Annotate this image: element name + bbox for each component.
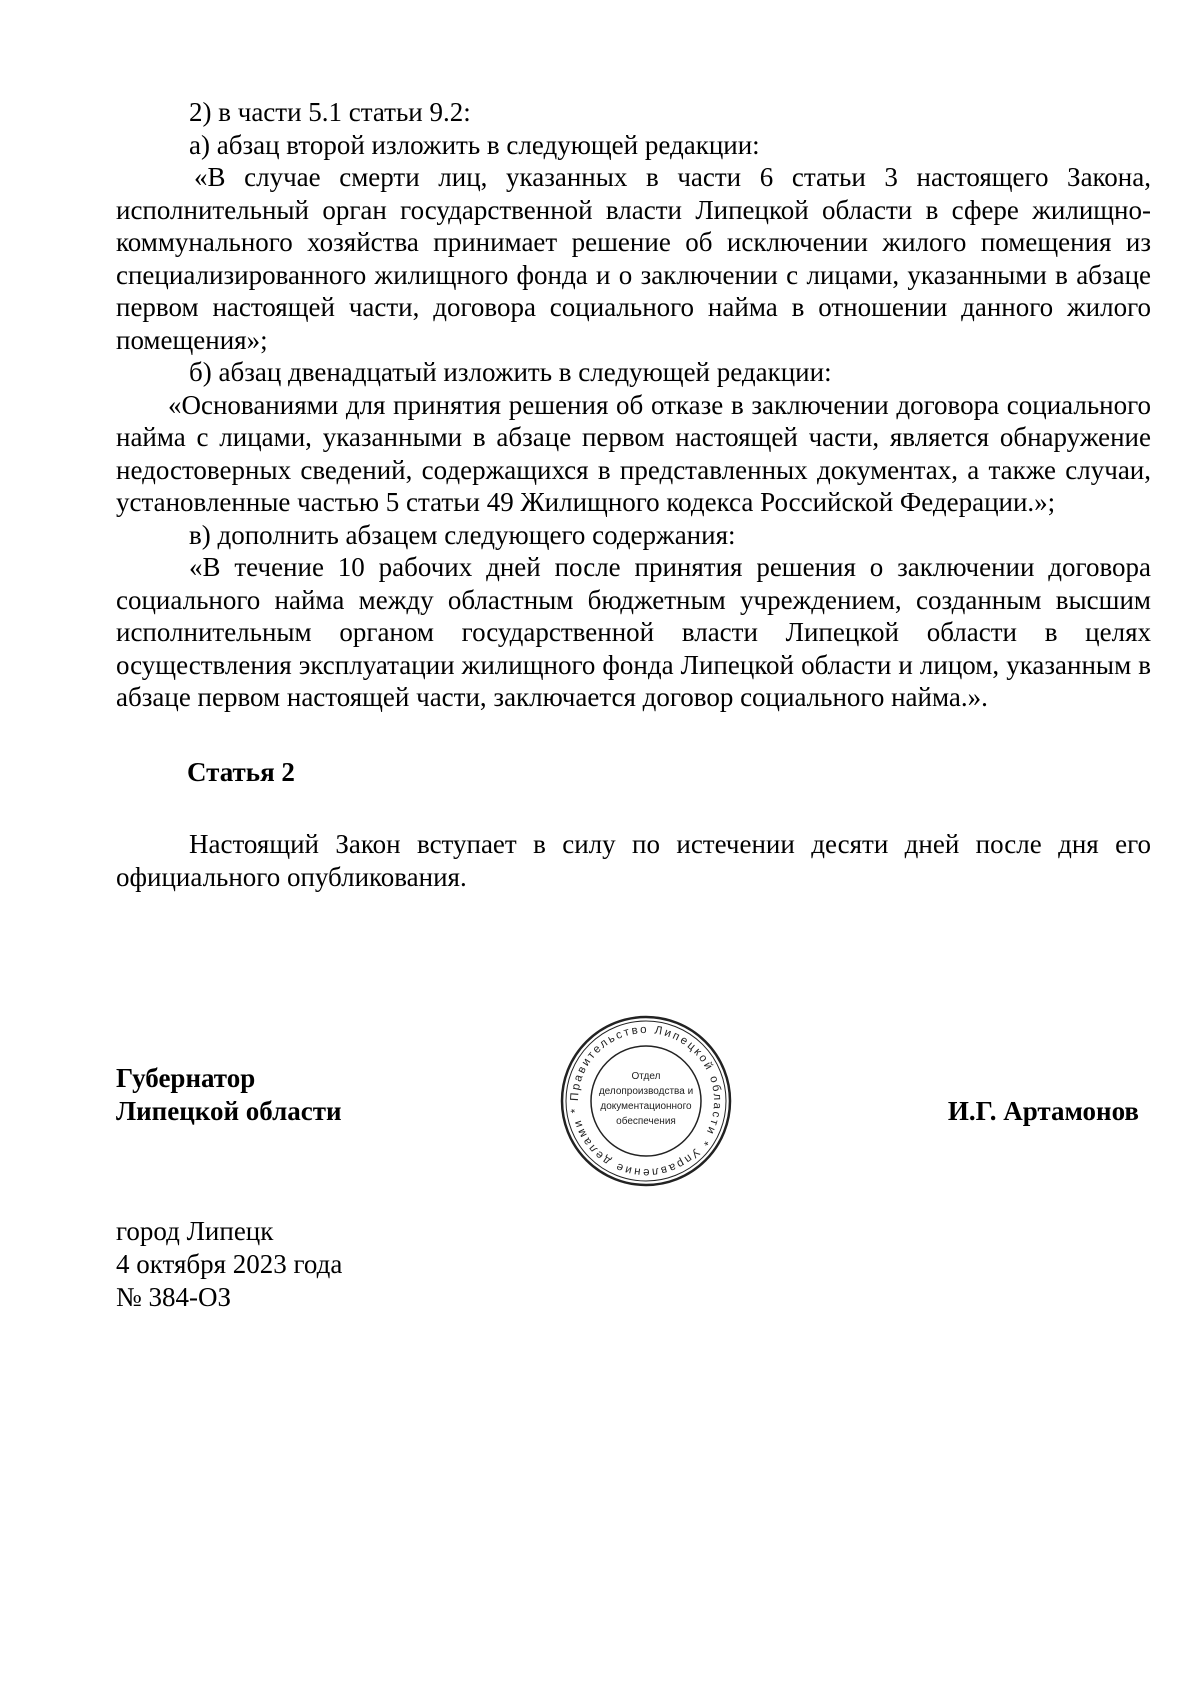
seal-inner-line3: документационного	[600, 1101, 692, 1112]
paragraph-quote-c: «В течение 10 рабочих дней после принятия решения о заключении договора социального найма между областным бюджетным учреждением, созданным высшим исполнительным органом государственной власти Липецкой области в целях осуществления эксплуатации жилищного фонда Липецкой области и лицом, указанным в абзаце первом настоящей части, заключается договор социального найма.».	[116, 552, 1151, 712]
paragraph-quote-b: «Основаниями для принятия решения об отказе в заключении договора социального найма с лицами, указанными в абзаце первом настоящей части, является обнаружение недостоверных сведений, содержащихся в представленных документах, а также случаи, установленные частью 5 статьи 49 Жилищного кодекса Российской Федерации.»;	[116, 389, 1151, 517]
paragraph-sub-a: а) абзац второй изложить в следующей редакции:	[189, 129, 760, 160]
paragraph-item-2: 2) в части 5.1 статьи 9.2:	[189, 97, 471, 127]
signatory-title-line1: Губернатор	[116, 1063, 256, 1093]
signatory-title	[116, 1062, 342, 1128]
issue-date: 4 октября 2023 года	[116, 1249, 343, 1279]
paragraph-quote-a: «В случае смерти лиц, указанных в части 6 статьи 3 настоящего Закона, исполнительный орган государственной власти Липецкой области в сфере жилищно-коммунального хозяйства принимает решение об исключении жилого помещения из специализированного жилищного фонда и о заключении с лицами, указанными в абзаце первом настоящей части, договора социального найма в отношении данного жилого помещения»;	[116, 162, 1151, 355]
paragraph-entry-into-force: Настоящий Закон вступает в силу по истечении десяти дней после дня его официального опубликования.	[116, 829, 1151, 892]
signatory-title-line2: Липецкой области	[116, 1096, 342, 1126]
paragraph-sub-c: в) дополнить абзацем следующего содержания:	[189, 519, 736, 550]
seal-outer-text: Правительство Липецкой области * Управление делами *	[568, 1023, 724, 1179]
seal-inner-line1: Отдел	[631, 1071, 661, 1082]
document-metadata	[116, 1215, 342, 1314]
seal-inner-line4: обеспечения	[616, 1116, 676, 1127]
issue-city: город Липецк	[116, 1216, 274, 1246]
official-seal	[558, 1013, 734, 1189]
paragraph-sub-b: б) абзац двенадцатый изложить в следующей редакции:	[189, 357, 832, 387]
signature-block	[116, 1023, 1151, 1222]
signatory-name: И.Г. Артамонов	[947, 1096, 1139, 1126]
law-number: № 384-ОЗ	[116, 1282, 232, 1312]
document-body	[116, 96, 1151, 893]
article-heading: Статья 2	[187, 756, 295, 787]
seal-inner-line2: делопроизводства и	[598, 1086, 694, 1097]
